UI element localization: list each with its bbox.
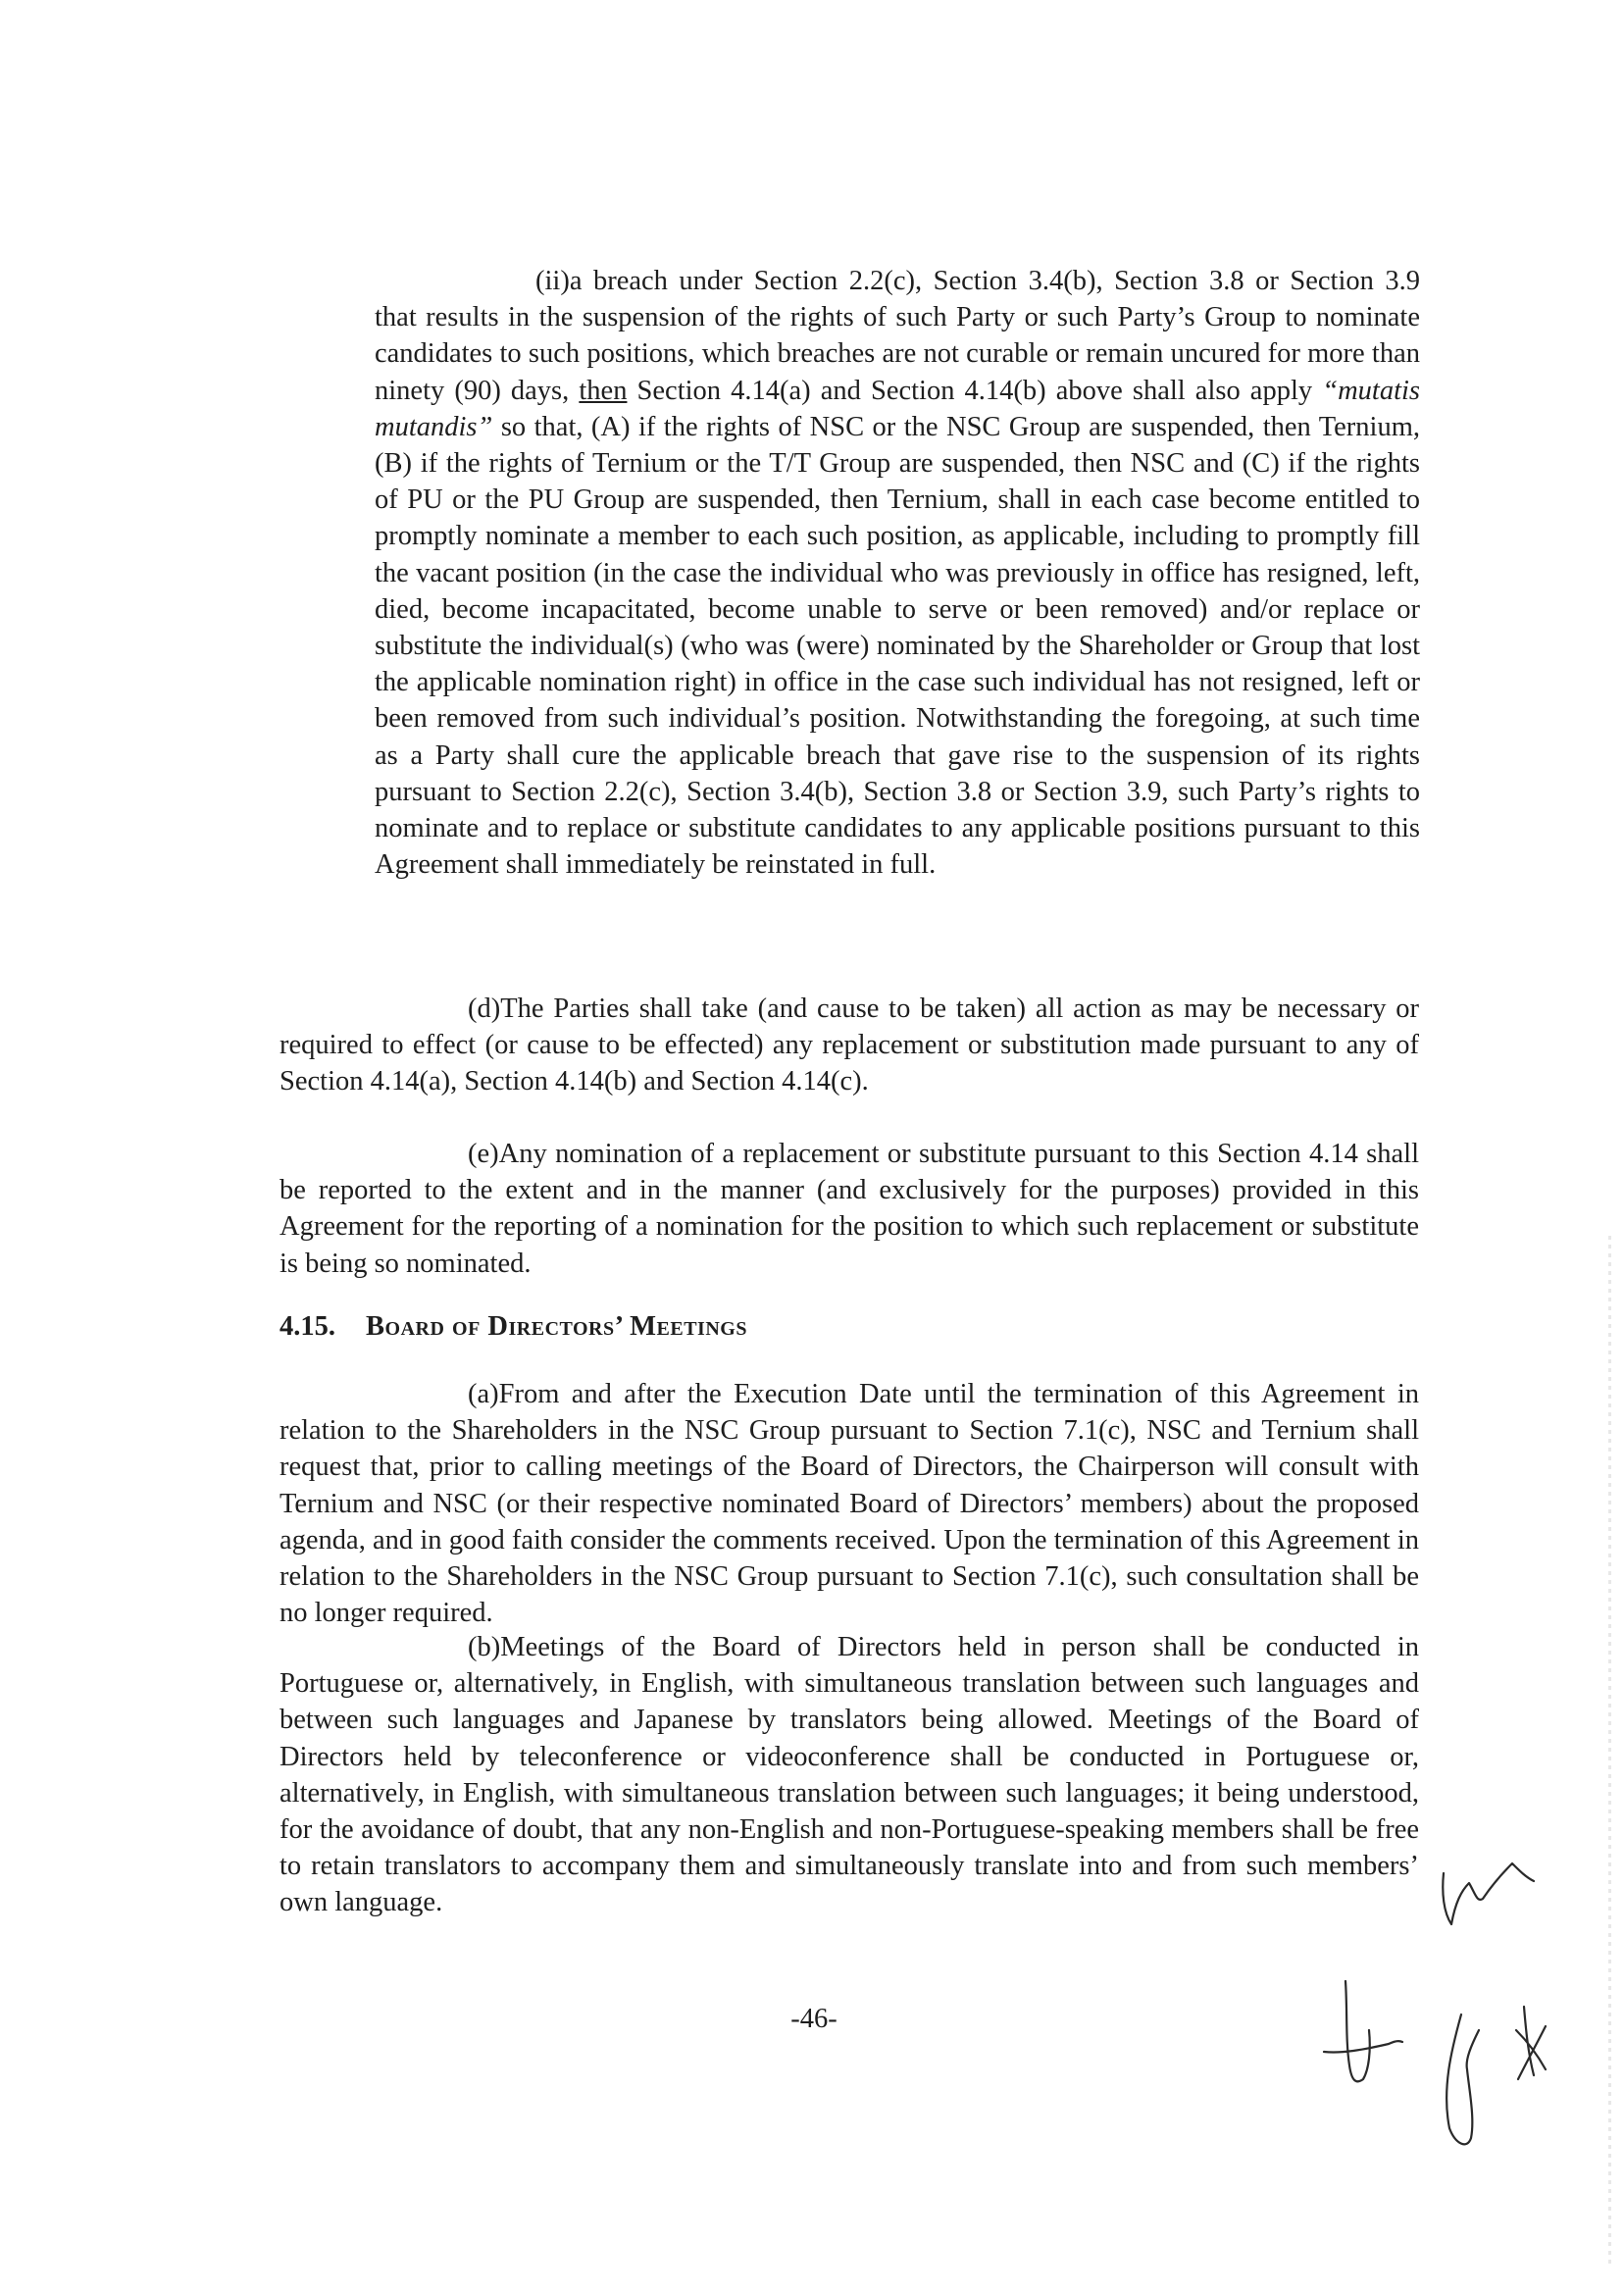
initial-mark-3 [1446,2014,1479,2144]
section-number: 4.15. [279,1311,335,1342]
clause-ii-label: (ii) [535,266,570,296]
clause-ii-text-1: a breach under Section 2.2(c), Section 3.4(b), Section 3.8 or Section 3.9 that results in the suspension of the rights of such Party or such Party’s Group to nominate candidates to such positions, which breaches are not curable or remain uncured for more than ninety (90) days, [375,266,1420,406]
clause-4-15-a-text: From and after the Execution Date until the termination of this Agreement in relation to the Shareholders in the NSC Group pursuant to Section 7.1(c), NSC and Ternium shall request that, prior to calling meetings of the Board of Directors, the Chairperson will consult with Ternium and NSC (or their respective nominated Board of Directors’ members) about the proposed agenda, and in good faith consider the comments received. Upon the termination of this Agreement in relation to the Shareholders in the NSC Group pursuant to Section 7.1(c), such consultation shall be no longer required. [279,1379,1419,1629]
page-number: -46- [790,2004,837,2034]
initial-mark-1 [1443,1863,1534,1924]
clause-ii-text-3: so that, (A) if the rights of NSC or the NSC Group are suspended, then Ternium, (B) if the rights of Ternium or the T/T Group are suspended, then NSC and (C) if the rights of PU or the PU Group are suspended, then Ternium, shall in each case become entitled to promptly nominate a member to each such position, as applicable, including to promptly fill the vacant position (in the case the individual who was previously in office has resigned, left, died, become incapacitated, become unable to serve or been removed) and/or replace or substitute the individual(s) (who was (were) nominated by the Shareholder or Group that lost the applicable nomination right) in office in the case such individual has not resigned, left or been removed from such individual’s position. Notwithstanding the foregoing, at such time as a Party shall cure the applicable breach that gave rise to the suspension of its rights pursuant to Section 2.2(c), Section 3.4(b), Section 3.8 or Section 3.9, such Party’s rights to nominate and to replace or substitute candidates to any applicable positions pursuant to this Agreement shall immediately be reinstated in full. [375,411,1420,881]
clause-4-15-b [279,1629,1419,1921]
clause-d [279,991,1419,1100]
section-heading-4-15 [279,1308,747,1345]
section-title: Board of Directors’ Meetings [366,1311,747,1342]
clause-d-paragraph [279,991,1419,1100]
clause-ii-paragraph [375,263,1420,883]
initial-mark-2 [1324,1981,1402,2081]
initial-mark-4 [1516,2007,1546,2079]
clause-4-15-a-paragraph [279,1376,1419,1631]
handwritten-initials-signature [1294,1834,1589,2158]
clause-e-paragraph [279,1136,1419,1282]
clause-d-text: The Parties shall take (and cause to be taken) all action as may be necessary or required to effect (or cause to be effected) any replacement or substitution made pursuant to any of Section 4.14(a), Section 4.14(b) and Section 4.14(c). [279,994,1419,1097]
clause-ii [375,263,1420,883]
clause-4-15-a-label: (a) [468,1379,499,1409]
clause-d-label: (d) [468,994,501,1024]
clause-4-15-a [279,1376,1419,1631]
clause-ii-underlined-then: then [579,375,628,406]
clause-4-15-b-paragraph [279,1629,1419,1921]
clause-e-label: (e) [468,1139,499,1169]
clause-e [279,1136,1419,1282]
clause-4-15-b-label: (b) [468,1632,501,1662]
clause-e-text: Any nomination of a replacement or substitute pursuant to this Section 4.14 shall be reported to the extent and in the manner (and exclusively for the purposes) provided in this Agreement for the reporting of a nomination for the position to which such replacement or substitute is being so nominated. [279,1139,1419,1279]
clause-4-15-b-text: Meetings of the Board of Directors held in person shall be conducted in Portuguese or, alternatively, in English, with simultaneous translation between such languages and between such languages and Japanese by translators being allowed. Meetings of the Board of Directors held by teleconference or videoconference shall be conducted in Portuguese or, alternatively, in English, with simultaneous translation between such languages; it being understood, for the avoidance of doubt, that any non-English and non-Portuguese-speaking members shall be free to retain translators to accompany them and simultaneously translate into and from such members’ own language. [279,1632,1419,1918]
clause-ii-text-2: Section 4.14(a) and Section 4.14(b) above shall also apply [636,375,1313,406]
clause-ii-italic-term: “mutatis mutandis” [375,375,1420,442]
scan-edge-artifact [1608,1236,1611,2266]
